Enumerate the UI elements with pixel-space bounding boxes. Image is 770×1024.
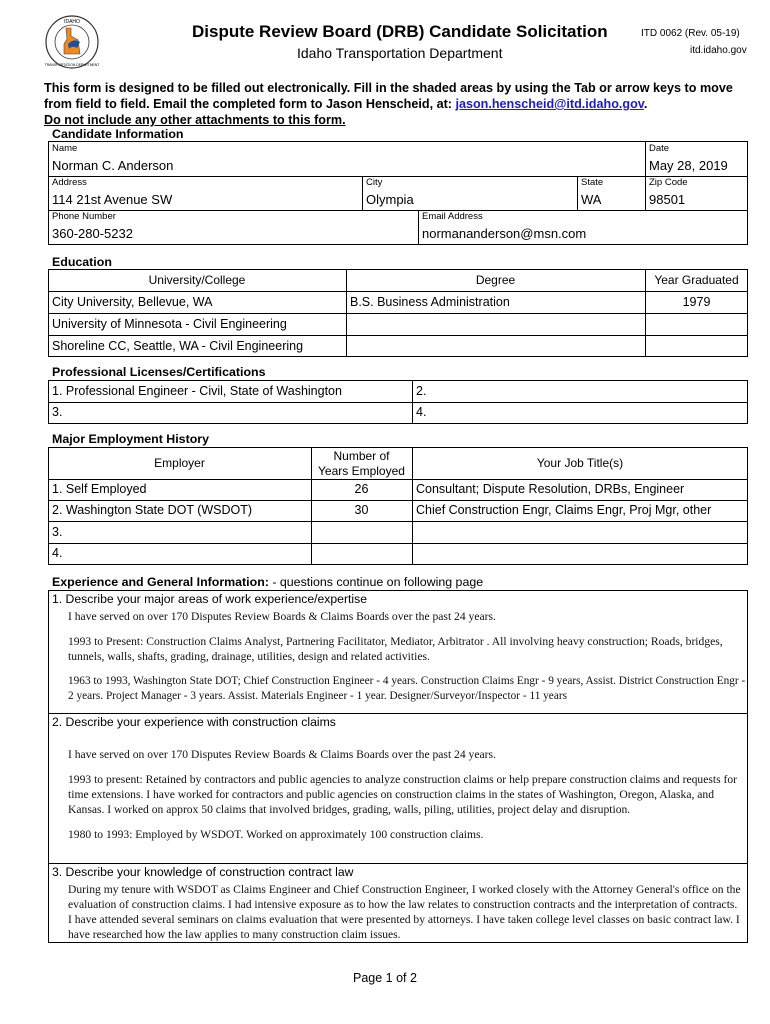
education-year-1[interactable]: 1979	[682, 295, 711, 309]
employment-years-2[interactable]: 30	[354, 503, 369, 517]
department-name: Idaho Transportation Department	[297, 45, 503, 61]
education-header-university: University/College	[148, 273, 246, 287]
license-3[interactable]: 3.	[52, 405, 63, 419]
education-header-year: Year Graduated	[654, 273, 739, 287]
answer-3-field[interactable]	[68, 882, 743, 952]
employment-title-2[interactable]: Chief Construction Engr, Claims Engr, Proj Mgr, other	[416, 503, 712, 517]
state-field[interactable]: WA	[581, 192, 602, 207]
employment-header-title: Your Job Title(s)	[536, 456, 624, 470]
date-label: Date	[649, 143, 670, 154]
name-label: Name	[52, 143, 78, 154]
question-2-label: 2. Describe your experience with construction claims	[52, 715, 336, 729]
education-university-3[interactable]: Shoreline CC, Seattle, WA - Civil Engineering	[52, 339, 304, 353]
employment-header-years-line2: Years Employed	[318, 464, 405, 478]
city-field[interactable]: Olympia	[366, 192, 414, 207]
instructions-text: This form is designed to be filled out electronically. Fill in the shaded areas by using the Tab or arrow keys to move from field to field. Email the completed form to Jason Henscheid, at:	[44, 81, 733, 111]
education-section-title: Education	[52, 255, 112, 269]
question-1-label: 1. Describe your major areas of work experience/expertise	[52, 592, 367, 606]
state-label: State	[581, 177, 604, 188]
contact-email-link[interactable]: jason.henscheid@itd.idaho.gov	[455, 97, 644, 111]
website: itd.idaho.gov	[690, 45, 747, 56]
employment-employer-1[interactable]: 1. Self Employed	[52, 482, 147, 496]
page-number: Page 1 of 2	[353, 971, 417, 985]
question-3-label: 3. Describe your knowledge of construction contract law	[52, 865, 354, 879]
answer-1-paragraph-1: I have served on over 170 Disputes Review Boards & Claims Boards over the past 24 years.	[68, 610, 496, 623]
experience-title: Experience and General Information:	[52, 575, 269, 589]
employment-employer-4[interactable]: 4.	[52, 546, 63, 560]
instructions	[44, 80, 744, 128]
employment-header-employer: Employer	[154, 456, 205, 470]
instructions-period: .	[643, 97, 648, 111]
answer-1-paragraph-3: 1963 to 1993, Washington State DOT; Chief Construction Engineer - 4 years. Construction Claims Engr - 9 years, Assist. District Construction Engr - 2 years. Project Manager - 3 years. Assist. Materials Engineer - 1 year. Designer/Surveyor/Inspector - 11 years	[68, 675, 746, 702]
employment-title-1[interactable]: Consultant; Dispute Resolution, DRBs, Engineer	[416, 482, 685, 496]
answer-2-field[interactable]	[68, 747, 740, 852]
answer-1-field[interactable]	[68, 609, 746, 714]
answer-3-paragraph-1: During my tenure with WSDOT as Claims Engineer and Chief Construction Engineer, I worked closely with the Attorney General's office on the evaluation of construction claims. I had intensive exposure as to how the law relates to construction contracts and the interpretation of contracts. I have attended several seminars on claims evaluation that were presented by attorneys. I have taken college level classes on basic contract law. I have researched how the law applies to many construction claim issues.	[68, 883, 741, 941]
form-title: Dispute Review Board (DRB) Candidate Solicitation	[192, 22, 608, 41]
education-university-2[interactable]: University of Minnesota - Civil Engineering	[52, 317, 287, 331]
candidate-section-title: Candidate Information	[52, 127, 184, 141]
answer-2-paragraph-3: 1980 to 1993: Employed by WSDOT. Worked on approximately 100 construction claims.	[68, 828, 484, 841]
education-header-degree: Degree	[475, 273, 516, 287]
licenses-section-title: Professional Licenses/Certifications	[52, 365, 266, 379]
phone-label: Phone Number	[52, 211, 116, 222]
address-label: Address	[52, 177, 87, 188]
license-1[interactable]: 1. Professional Engineer - Civil, State of Washington	[52, 384, 342, 398]
employment-employer-2[interactable]: 2. Washington State DOT (WSDOT)	[52, 503, 253, 517]
zip-field[interactable]: 98501	[649, 192, 686, 207]
answer-2-paragraph-2: 1993 to present: Retained by contractors and public agencies to analyze construction claims or help prepare construction claims and requests for time extensions. I have worked for contractors and public agencies on construction claims in the states of Washington, Oregon, Alaska, and Kansas. I worked on approx 50 claims that involved bridges, grading, walls, piling, utilities, project delay and disruption.	[68, 773, 737, 816]
form-number: ITD 0062 (Rev. 05-19)	[641, 28, 740, 39]
date-field[interactable]: May 28, 2019	[649, 158, 728, 173]
email-label: Email Address	[422, 211, 483, 222]
license-4[interactable]: 4.	[416, 405, 427, 419]
experience-section-title	[52, 575, 483, 589]
employment-header-years-line1: Number of	[333, 449, 390, 463]
address-field[interactable]: 114 21st Avenue SW	[52, 192, 173, 207]
license-2[interactable]: 2.	[416, 384, 427, 398]
employment-employer-3[interactable]: 3.	[52, 525, 63, 539]
seal-text-top: IDAHO	[64, 19, 80, 25]
education-degree-1[interactable]: B.S. Business Administration	[350, 295, 510, 309]
idaho-transportation-department-seal-icon	[44, 14, 100, 70]
attachments-note: Do not include any other attachments to this form.	[44, 113, 346, 127]
answer-1-paragraph-2: 1993 to Present: Construction Claims Analyst, Partnering Facilitator, Mediator, Arbitrator . All involving heavy construction; Roads, bridges, tunnels, walls, shafts, grading, drainage, utilities, design and related activities.	[68, 635, 723, 663]
name-field[interactable]: Norman C. Anderson	[52, 158, 174, 173]
email-field[interactable]: normananderson@msn.com	[422, 226, 587, 241]
phone-field[interactable]: 360-280-5232	[52, 226, 133, 241]
zip-label: Zip Code	[649, 177, 688, 188]
answer-2-paragraph-1: I have served on over 170 Disputes Review Boards & Claims Boards over the past 24 years.	[68, 748, 496, 761]
seal-text-bottom: TRANSPORTATION DEPARTMENT	[44, 63, 100, 67]
experience-note: - questions continue on following page	[268, 575, 484, 589]
education-university-1[interactable]: City University, Bellevue, WA	[52, 295, 213, 309]
city-label: City	[366, 177, 383, 188]
employment-section-title: Major Employment History	[52, 432, 209, 446]
employment-years-1[interactable]: 26	[354, 482, 369, 496]
